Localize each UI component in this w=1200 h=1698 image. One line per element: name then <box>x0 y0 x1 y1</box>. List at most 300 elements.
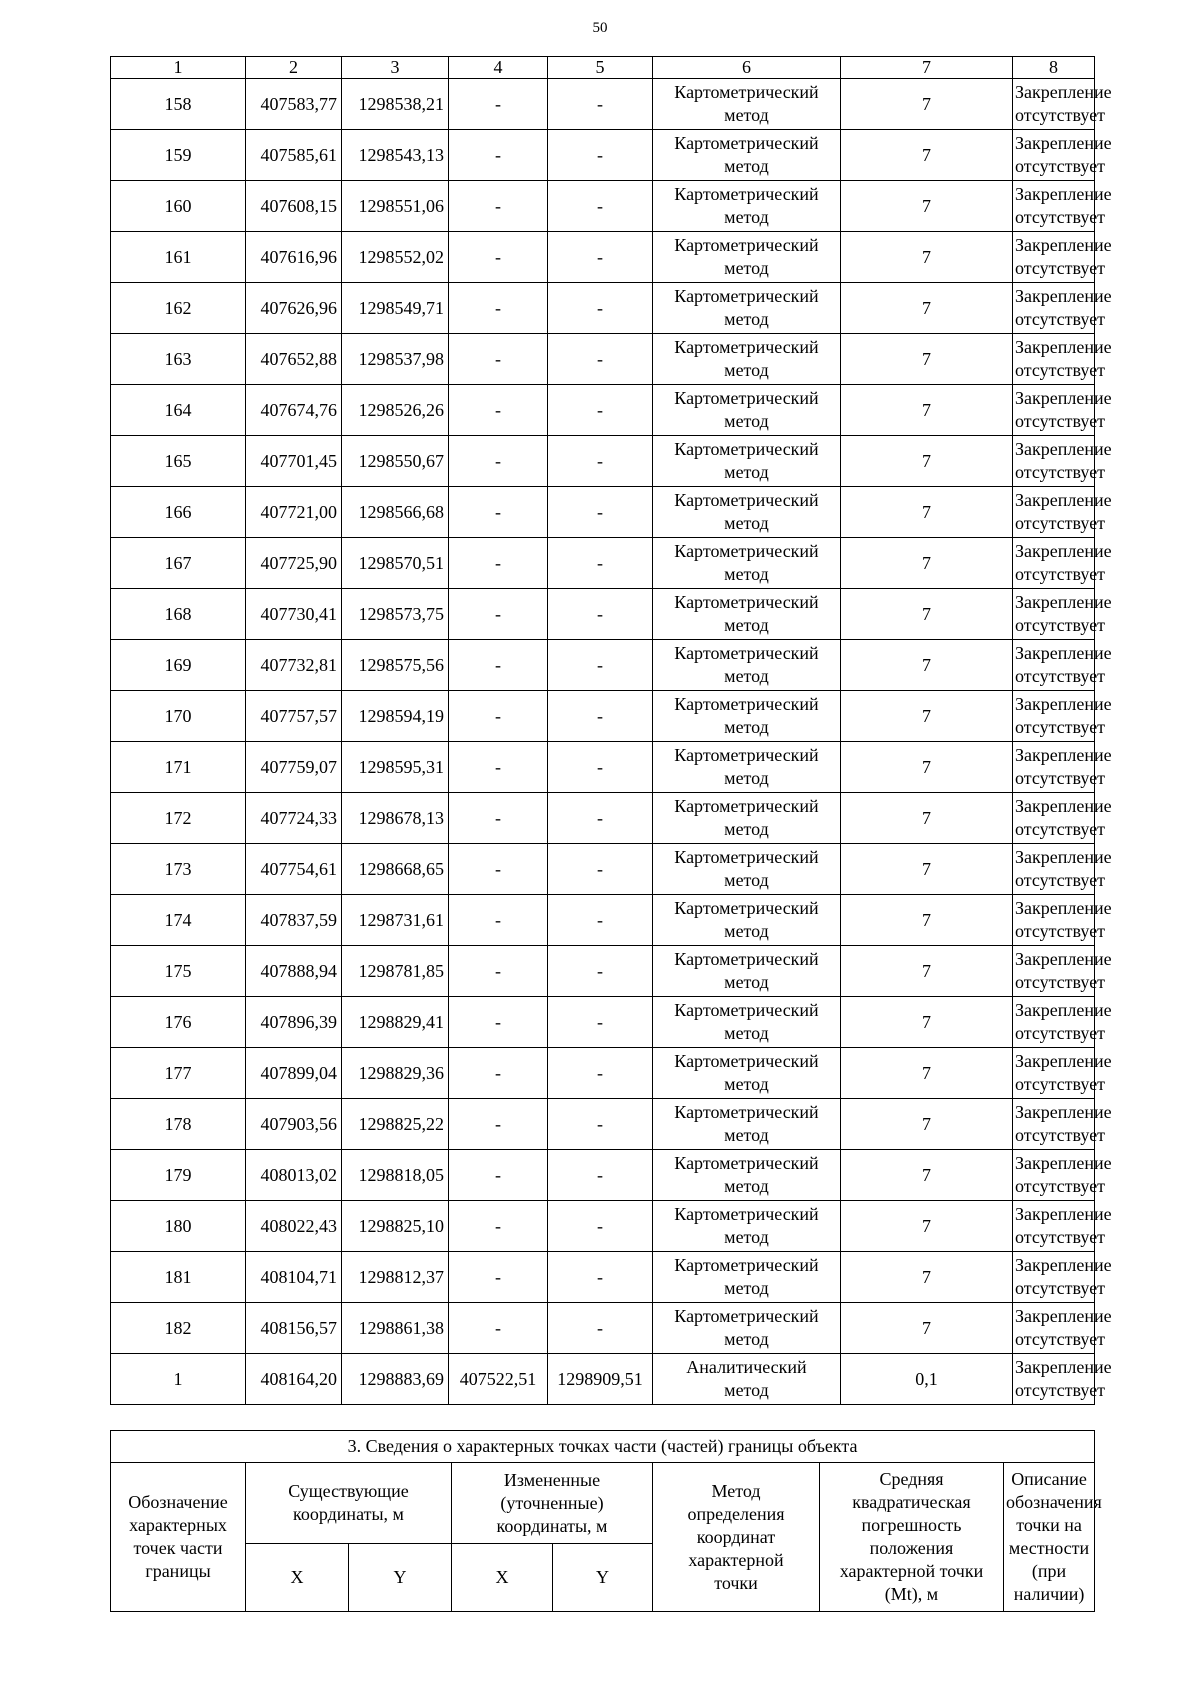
existing-y-cell: 1298818,05 <box>342 1150 449 1201</box>
method-text: Картометрический <box>674 133 819 153</box>
changed-x-cell: - <box>449 487 548 538</box>
table-row <box>111 1303 1095 1354</box>
method-cell <box>653 691 841 742</box>
description-text: Закрепление <box>1015 82 1112 102</box>
changed-x-cell: - <box>449 436 548 487</box>
existing-x-cell: 407724,33 <box>246 793 342 844</box>
header-text: местности (при <box>1008 1538 1090 1581</box>
accuracy-cell: 7 <box>841 487 1013 538</box>
method-cell <box>653 1354 841 1405</box>
existing-y-cell: 1298573,75 <box>342 589 449 640</box>
changed-y-cell: - <box>548 1201 653 1252</box>
method-cell <box>653 946 841 997</box>
existing-x-cell: 407757,57 <box>246 691 342 742</box>
accuracy-cell: 7 <box>841 232 1013 283</box>
method-text: метод <box>724 309 769 329</box>
description-text: отсутствует <box>1015 564 1106 584</box>
description-text: отсутствует <box>1015 1227 1106 1247</box>
description-text: отсутствует <box>1015 156 1106 176</box>
existing-y-cell: 1298551,06 <box>342 181 449 232</box>
description-text: Закрепление <box>1015 745 1112 765</box>
table-row <box>111 1252 1095 1303</box>
point-number-cell: 167 <box>111 538 246 589</box>
changed-y-cell: - <box>548 895 653 946</box>
header-text: точки <box>714 1572 758 1593</box>
accuracy-cell: 7 <box>841 589 1013 640</box>
changed-y-cell: - <box>548 1099 653 1150</box>
table-row <box>111 487 1095 538</box>
description-text: Закрепление <box>1015 541 1112 561</box>
description-text: отсутствует <box>1015 309 1106 329</box>
method-text: метод <box>724 513 769 533</box>
changed-x-cell: - <box>449 1150 548 1201</box>
method-text: Картометрический <box>674 643 819 663</box>
header-text: Измененные <box>503 1469 601 1490</box>
method-text: метод <box>724 819 769 839</box>
changed-x-cell: - <box>449 793 548 844</box>
method-text: Картометрический <box>674 82 819 102</box>
method-text: Картометрический <box>674 286 819 306</box>
point-number-cell: 163 <box>111 334 246 385</box>
point-number-cell: 182 <box>111 1303 246 1354</box>
column-number-row <box>111 57 1095 79</box>
description-text: Закрепление <box>1015 1153 1112 1173</box>
header-text: Обозначение <box>128 1492 228 1512</box>
existing-y-cell: 1298861,38 <box>342 1303 449 1354</box>
description-text: отсутствует <box>1015 870 1106 890</box>
description-text: отсутствует <box>1015 1329 1106 1349</box>
description-text: отсутствует <box>1015 717 1106 737</box>
section3-title: 3. Сведения о характерных точках части (частей) границы объекта <box>111 1431 1095 1463</box>
point-number-cell: 162 <box>111 283 246 334</box>
existing-y-cell: 1298526,26 <box>342 385 449 436</box>
changed-x-cell: - <box>449 1048 548 1099</box>
table-row <box>111 283 1095 334</box>
description-cell <box>1013 385 1112 436</box>
changed-y-cell: - <box>548 283 653 334</box>
description-cell <box>1013 283 1112 334</box>
existing-y-cell: 1298595,31 <box>342 742 449 793</box>
changed-x-cell: - <box>449 1201 548 1252</box>
description-text: Закрепление <box>1015 439 1112 459</box>
accuracy-cell: 7 <box>841 946 1013 997</box>
accuracy-cell: 7 <box>841 844 1013 895</box>
accuracy-cell: 7 <box>841 997 1013 1048</box>
description-text: Закрепление <box>1015 133 1112 153</box>
method-text: метод <box>724 1023 769 1043</box>
column-number: 5 <box>548 57 653 79</box>
method-cell <box>653 589 841 640</box>
accuracy-cell: 7 <box>841 538 1013 589</box>
existing-y-label: Y <box>349 1544 452 1612</box>
coordinates-table <box>110 56 1112 1405</box>
description-text: Закрепление <box>1015 1204 1112 1224</box>
method-text: метод <box>724 1125 769 1145</box>
method-cell <box>653 640 841 691</box>
description-cell <box>1013 589 1112 640</box>
changed-y-cell: - <box>548 742 653 793</box>
method-cell <box>653 334 841 385</box>
method-cell <box>653 997 841 1048</box>
changed-x-cell: - <box>449 1252 548 1303</box>
method-text: метод <box>724 1074 769 1094</box>
method-text: Картометрический <box>674 592 819 612</box>
changed-x-cell: - <box>449 691 548 742</box>
changed-y-cell: - <box>548 232 653 283</box>
point-number-cell: 180 <box>111 1201 246 1252</box>
existing-x-cell: 407725,90 <box>246 538 342 589</box>
changed-x-cell: - <box>449 130 548 181</box>
existing-y-cell: 1298570,51 <box>342 538 449 589</box>
header-text: Описание <box>1011 1469 1087 1489</box>
point-number-cell: 165 <box>111 436 246 487</box>
method-text: метод <box>724 666 769 686</box>
existing-x-cell: 407759,07 <box>246 742 342 793</box>
changed-y-cell: - <box>548 130 653 181</box>
table-row <box>111 436 1095 487</box>
method-text: метод <box>724 1227 769 1247</box>
existing-y-cell: 1298829,41 <box>342 997 449 1048</box>
changed-x-cell: 407522,51 <box>449 1354 548 1405</box>
description-text: отсутствует <box>1015 258 1106 278</box>
description-cell <box>1013 130 1112 181</box>
header-text: (уточненные) <box>500 1492 604 1513</box>
description-text: Закрепление <box>1015 337 1112 357</box>
method-cell <box>653 130 841 181</box>
description-text: отсутствует <box>1015 819 1106 839</box>
changed-y-cell: 1298909,51 <box>548 1354 653 1405</box>
method-cell <box>653 1099 841 1150</box>
changed-y-cell: - <box>548 181 653 232</box>
description-cell <box>1013 79 1112 130</box>
existing-y-cell: 1298829,36 <box>342 1048 449 1099</box>
existing-x-cell: 408164,20 <box>246 1354 342 1405</box>
accuracy-cell: 7 <box>841 385 1013 436</box>
method-text: Картометрический <box>674 184 819 204</box>
changed-x-cell: - <box>449 283 548 334</box>
method-cell <box>653 844 841 895</box>
method-text: Картометрический <box>674 745 819 765</box>
method-cell <box>653 436 841 487</box>
existing-x-cell: 407585,61 <box>246 130 342 181</box>
column-number: 2 <box>246 57 342 79</box>
accuracy-cell: 7 <box>841 334 1013 385</box>
changed-y-cell: - <box>548 334 653 385</box>
changed-y-cell: - <box>548 538 653 589</box>
existing-x-cell: 408104,71 <box>246 1252 342 1303</box>
header-text: характерных <box>129 1515 227 1535</box>
description-text: отсутствует <box>1015 615 1106 635</box>
method-text: Картометрический <box>674 1102 819 1122</box>
header-text: точки на <box>1016 1515 1082 1535</box>
table-row <box>111 232 1095 283</box>
existing-y-cell: 1298549,71 <box>342 283 449 334</box>
point-number-cell: 160 <box>111 181 246 232</box>
changed-x-cell: - <box>449 946 548 997</box>
existing-x-cell: 407837,59 <box>246 895 342 946</box>
method-text: метод <box>724 1380 769 1400</box>
method-text: Картометрический <box>674 1255 819 1275</box>
existing-y-cell: 1298594,19 <box>342 691 449 742</box>
accuracy-cell: 7 <box>841 691 1013 742</box>
method-cell <box>653 1201 841 1252</box>
method-cell <box>653 487 841 538</box>
existing-x-cell: 407626,96 <box>246 283 342 334</box>
table-row <box>111 1099 1095 1150</box>
method-cell <box>653 385 841 436</box>
description-cell <box>1013 1252 1112 1303</box>
method-cell <box>653 742 841 793</box>
changed-y-cell: - <box>548 640 653 691</box>
description-text: отсутствует <box>1015 921 1106 941</box>
changed-x-cell: - <box>449 1099 548 1150</box>
existing-x-cell: 407899,04 <box>246 1048 342 1099</box>
description-text: Закрепление <box>1015 286 1112 306</box>
description-cell <box>1013 1354 1112 1405</box>
point-number-cell: 176 <box>111 997 246 1048</box>
existing-y-cell: 1298825,10 <box>342 1201 449 1252</box>
method-text: Картометрический <box>674 949 819 969</box>
table-row <box>111 793 1095 844</box>
method-text: метод <box>724 258 769 278</box>
changed-y-cell: - <box>548 589 653 640</box>
table-row <box>111 844 1095 895</box>
table-row <box>111 538 1095 589</box>
section3-header-table <box>110 1430 1102 1612</box>
existing-x-cell: 407732,81 <box>246 640 342 691</box>
description-cell <box>1013 793 1112 844</box>
description-text: Закрепление <box>1015 1051 1112 1071</box>
point-number-cell: 177 <box>111 1048 246 1099</box>
changed-x-label: X <box>452 1544 553 1612</box>
method-text: Картометрический <box>674 337 819 357</box>
changed-x-cell: - <box>449 742 548 793</box>
description-cell <box>1013 844 1112 895</box>
existing-x-cell: 407888,94 <box>246 946 342 997</box>
changed-y-cell: - <box>548 79 653 130</box>
table-row <box>111 1354 1095 1405</box>
header-text: погрешность <box>861 1515 962 1535</box>
point-number-cell: 178 <box>111 1099 246 1150</box>
method-text: Картометрический <box>674 490 819 510</box>
description-text: Закрепление <box>1015 949 1112 969</box>
description-text: отсутствует <box>1015 207 1106 227</box>
table-row <box>111 1048 1095 1099</box>
method-text: Картометрический <box>674 388 819 408</box>
header-text: обозначения <box>1006 1492 1102 1512</box>
method-text: Картометрический <box>674 1204 819 1224</box>
changed-x-cell: - <box>449 538 548 589</box>
header-text: положения <box>869 1538 954 1558</box>
description-text: отсутствует <box>1015 1176 1106 1196</box>
existing-x-cell: 407896,39 <box>246 997 342 1048</box>
accuracy-cell: 7 <box>841 640 1013 691</box>
header-text: Существующие <box>288 1481 409 1501</box>
description-text: Закрепление <box>1015 796 1112 816</box>
description-text: Закрепление <box>1015 235 1112 255</box>
accuracy-cell: 7 <box>841 1303 1013 1354</box>
column-number: 8 <box>1013 57 1095 79</box>
existing-x-cell: 407721,00 <box>246 487 342 538</box>
description-text: Закрепление <box>1015 1102 1112 1122</box>
header-text: характерной <box>688 1549 784 1570</box>
description-cell <box>1013 946 1112 997</box>
description-cell <box>1013 895 1112 946</box>
method-cell <box>653 895 841 946</box>
existing-x-cell: 407608,15 <box>246 181 342 232</box>
method-text: метод <box>724 1329 769 1349</box>
changed-x-cell: - <box>449 895 548 946</box>
accuracy-cell: 7 <box>841 793 1013 844</box>
table-row <box>111 691 1095 742</box>
description-cell <box>1013 997 1112 1048</box>
existing-y-cell: 1298812,37 <box>342 1252 449 1303</box>
description-text: отсутствует <box>1015 360 1106 380</box>
description-cell <box>1013 232 1112 283</box>
method-text: метод <box>724 360 769 380</box>
accuracy-header <box>820 1463 1004 1612</box>
table-row <box>111 589 1095 640</box>
method-text: Картометрический <box>674 541 819 561</box>
point-number-cell: 181 <box>111 1252 246 1303</box>
method-text: Картометрический <box>674 694 819 714</box>
point-number-cell: 161 <box>111 232 246 283</box>
description-cell <box>1013 691 1112 742</box>
description-text: Закрепление <box>1015 643 1112 663</box>
method-text: метод <box>724 972 769 992</box>
accuracy-cell: 7 <box>841 1048 1013 1099</box>
description-text: отсутствует <box>1015 105 1106 125</box>
description-text: Закрепление <box>1015 1000 1112 1020</box>
description-cell <box>1013 538 1112 589</box>
existing-y-cell: 1298566,68 <box>342 487 449 538</box>
existing-coordinates-header <box>246 1463 452 1544</box>
existing-x-cell: 407903,56 <box>246 1099 342 1150</box>
header-text: Метод <box>711 1480 761 1501</box>
method-text: метод <box>724 768 769 788</box>
existing-x-cell: 407583,77 <box>246 79 342 130</box>
changed-y-cell: - <box>548 691 653 742</box>
description-cell <box>1013 640 1112 691</box>
point-number-cell: 168 <box>111 589 246 640</box>
accuracy-cell: 7 <box>841 1150 1013 1201</box>
table-row <box>111 334 1095 385</box>
method-text: метод <box>724 1278 769 1298</box>
description-cell <box>1013 436 1112 487</box>
method-text: Картометрический <box>674 1051 819 1071</box>
point-number-cell: 166 <box>111 487 246 538</box>
method-cell <box>653 1150 841 1201</box>
changed-coordinates-header <box>452 1463 653 1544</box>
description-cell <box>1013 742 1112 793</box>
changed-y-cell: - <box>548 385 653 436</box>
point-number-cell: 173 <box>111 844 246 895</box>
description-text: отсутствует <box>1015 513 1106 533</box>
method-text: Картометрический <box>674 898 819 918</box>
changed-y-cell: - <box>548 1048 653 1099</box>
existing-y-cell: 1298543,13 <box>342 130 449 181</box>
changed-y-cell: - <box>548 436 653 487</box>
description-text: отсутствует <box>1015 1074 1106 1094</box>
existing-y-cell: 1298537,98 <box>342 334 449 385</box>
accuracy-cell: 7 <box>841 895 1013 946</box>
description-text: Закрепление <box>1015 847 1112 867</box>
existing-x-cell: 407616,96 <box>246 232 342 283</box>
point-number-cell: 159 <box>111 130 246 181</box>
method-text: метод <box>724 462 769 482</box>
point-number-cell: 170 <box>111 691 246 742</box>
existing-y-cell: 1298825,22 <box>342 1099 449 1150</box>
description-cell <box>1013 1303 1112 1354</box>
existing-y-cell: 1298678,13 <box>342 793 449 844</box>
description-text: отсутствует <box>1015 1380 1106 1400</box>
point-number-cell: 172 <box>111 793 246 844</box>
existing-y-cell: 1298550,67 <box>342 436 449 487</box>
changed-y-cell: - <box>548 1150 653 1201</box>
method-text: Картометрический <box>674 1153 819 1173</box>
column-number: 6 <box>653 57 841 79</box>
method-cell <box>653 1303 841 1354</box>
accuracy-cell: 7 <box>841 181 1013 232</box>
description-text: Закрепление <box>1015 898 1112 918</box>
changed-y-cell: - <box>548 997 653 1048</box>
table-row <box>111 1150 1095 1201</box>
method-text: Картометрический <box>674 1306 819 1326</box>
method-text: Картометрический <box>674 796 819 816</box>
existing-x-cell: 407701,45 <box>246 436 342 487</box>
method-text: Картометрический <box>674 1000 819 1020</box>
table-row <box>111 997 1095 1048</box>
description-cell <box>1013 487 1112 538</box>
existing-x-cell: 407730,41 <box>246 589 342 640</box>
point-designation-header <box>111 1463 246 1612</box>
description-header <box>1004 1463 1102 1612</box>
changed-y-cell: - <box>548 946 653 997</box>
description-cell <box>1013 1201 1112 1252</box>
point-number-cell: 179 <box>111 1150 246 1201</box>
point-number-cell: 174 <box>111 895 246 946</box>
existing-x-cell: 407674,76 <box>246 385 342 436</box>
page-number: 50 <box>592 20 608 36</box>
accuracy-cell: 7 <box>841 1252 1013 1303</box>
header-text: Средняя <box>879 1469 944 1489</box>
column-number: 7 <box>841 57 1013 79</box>
method-text: метод <box>724 105 769 125</box>
description-text: Закрепление <box>1015 592 1112 612</box>
changed-x-cell: - <box>449 232 548 283</box>
existing-y-cell: 1298552,02 <box>342 232 449 283</box>
description-text: Закрепление <box>1015 184 1112 204</box>
existing-x-cell: 408022,43 <box>246 1201 342 1252</box>
changed-x-cell: - <box>449 844 548 895</box>
method-cell <box>653 1048 841 1099</box>
method-cell <box>653 79 841 130</box>
description-cell <box>1013 1150 1112 1201</box>
method-cell <box>653 232 841 283</box>
table-row <box>111 79 1095 130</box>
existing-y-cell: 1298668,65 <box>342 844 449 895</box>
changed-x-cell: - <box>449 334 548 385</box>
method-text: метод <box>724 921 769 941</box>
method-text: Картометрический <box>674 235 819 255</box>
table-row <box>111 895 1095 946</box>
existing-y-cell: 1298575,56 <box>342 640 449 691</box>
header-text: координаты, м <box>293 1504 404 1524</box>
point-number-cell: 169 <box>111 640 246 691</box>
accuracy-cell: 7 <box>841 1099 1013 1150</box>
header-text: квадратическая <box>852 1492 971 1512</box>
accuracy-cell: 7 <box>841 1201 1013 1252</box>
